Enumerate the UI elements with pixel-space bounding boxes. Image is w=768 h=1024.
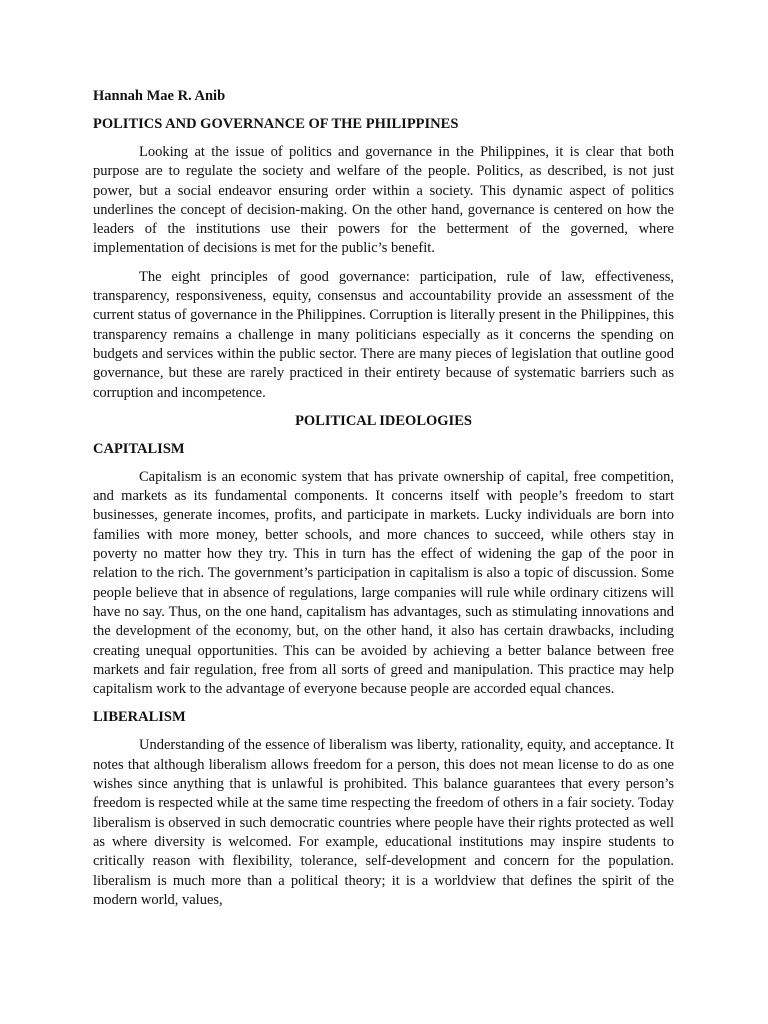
- liberalism-heading: LIBERALISM: [93, 709, 186, 726]
- capitalism-paragraph: Capitalism is an economic system that has private ownership of capital, free competition, and markets as its fundamental components. It concerns itself with people’s freedom to start businesses, generate incomes, profits, and participate in markets. Lucky individuals are born into families with more money, better schools, and more chances to succeed, while others stay in poverty no matter how they try. This in turn has the effect of widening the gap of the poor in relation to the rich. The government’s participation in capitalism is also a topic of discussion. Some people believe that in absence of regulations, large companies will rule while ordinary citizens will have no say. Thus, on the one hand, capitalism has advantages, such as stimulating innovations and the development of the economy, but, on the other hand, it also has certain drawbacks, including creating unequal opportunities. This can be avoided by achieving a better balance between free markets and fair regulation, free from all sorts of greed and manipulation. This practice may help capitalism work to the advantage of everyone because people are accorded equal chances.: [93, 468, 674, 698]
- capitalism-heading: CAPITALISM: [93, 440, 185, 457]
- author-name: Hannah Mae R. Anib: [93, 88, 226, 104]
- intro-paragraph-1: Looking at the issue of politics and governance in the Philippines, it is clear that both purpose are to regulate the society and welfare of the people. Politics, as described, is not just power, but a social endeavor ensuring order within a society. This dynamic aspect of politics underlines the concept of decision-making. On the other hand, governance is centered on how the leaders of the institutions use their powers for the betterment of the governed, where implementation of decisions is met for the public’s benefit.: [93, 144, 674, 257]
- document-title: POLITICS AND GOVERNANCE OF THE PHILIPPINES: [93, 116, 459, 132]
- liberalism-paragraph: Understanding of the essence of liberalism was liberty, rationality, equity, and acceptance. It notes that although liberalism allows freedom for a person, this does not mean license to do as one wishes since anything that is unlawful is prohibited. This balance guarantees that every person’s freedom is respected while at the same time respecting the freedom of others in a fair society. Today liberalism is observed in such democratic countries where people have their rights protected as well as where diversity is welcomed. For example, educational institutions may inspire students to critically reason with flexibility, tolerance, self-development and concern for the population. liberalism is much more than a political theory; it is a worldview that defines the spirit of the modern world, values,: [93, 737, 674, 908]
- intro-paragraph-2: The eight principles of good governance: participation, rule of law, effectiveness, transparency, responsiveness, equity, consensus and accountability provide an assessment of the current status of governance in the Philippines. Corruption is literally present in the Philippines, this transparency remains a challenge in many politicians especially as it concerns the spending on budgets and services within the public sector. There are many pieces of legislation that outline good governance, but these are rarely practiced in their entirety because of systematic barriers such as corruption and incompetence.: [93, 268, 674, 401]
- document-page: [93, 87, 674, 919]
- section-title: POLITICAL IDEOLOGIES: [295, 412, 472, 429]
